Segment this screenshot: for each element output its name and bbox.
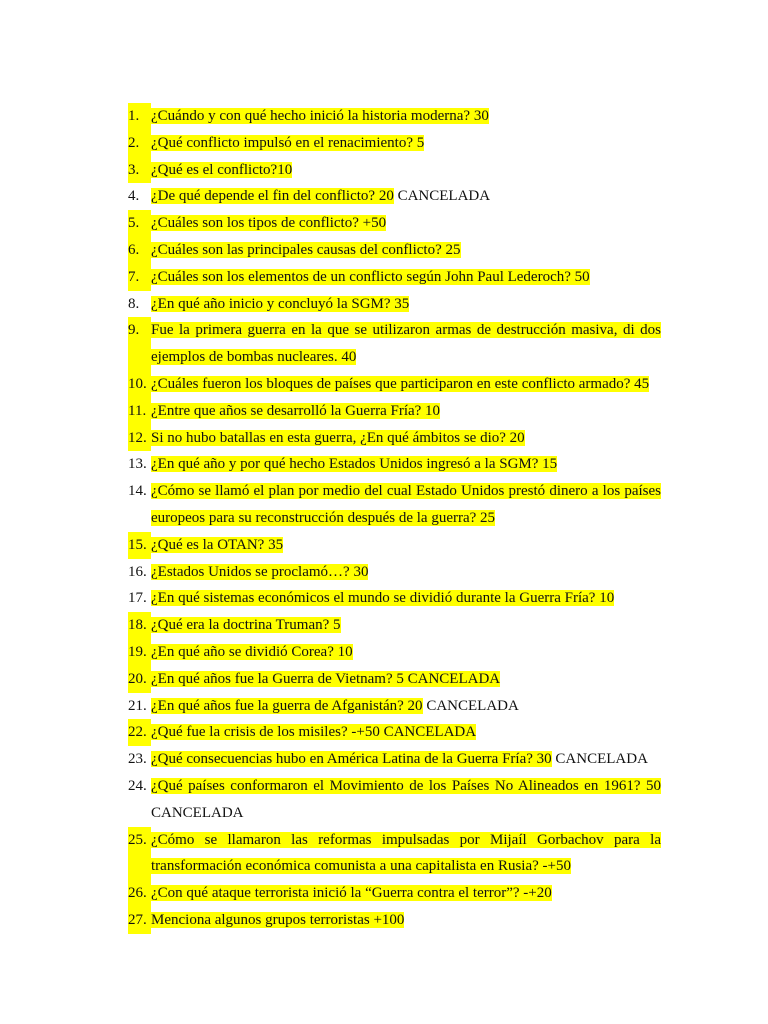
canceled-note: CANCELADA	[551, 751, 648, 768]
question-number: 8.	[128, 295, 140, 312]
question-text	[151, 451, 661, 478]
highlighted-text: ¿En qué año se dividió Corea? 10	[151, 643, 353, 660]
question-number: 7.	[128, 264, 151, 291]
highlighted-text: ¿En qué años fue la guerra de Afganistán? 20	[151, 697, 423, 714]
question-number: 25.	[128, 827, 151, 881]
highlighted-text: Si no hubo batallas en esta guerra, ¿En qué ámbitos se dio? 20	[151, 429, 525, 446]
question-text	[151, 773, 661, 827]
question-text	[151, 693, 661, 720]
question-item	[128, 291, 661, 318]
question-number: 22.	[128, 719, 151, 746]
highlighted-text: ¿En qué año y por qué hecho Estados Unidos ingresó a la SGM? 15	[151, 456, 558, 473]
question-item	[128, 880, 661, 907]
highlighted-text: ¿Entre que años se desarrolló la Guerra Fría? 10	[151, 402, 441, 419]
question-text	[151, 130, 661, 157]
question-number: 3.	[128, 157, 151, 184]
question-item	[128, 183, 661, 210]
question-number: 26.	[128, 880, 151, 907]
question-number: 5.	[128, 210, 151, 237]
canceled-note: CANCELADA	[422, 697, 519, 714]
question-text	[151, 559, 661, 586]
highlighted-text: ¿Qué era la doctrina Truman? 5	[151, 617, 341, 634]
question-item	[128, 639, 661, 666]
question-text	[151, 746, 661, 773]
question-number: 14.	[128, 483, 147, 500]
highlighted-text: ¿En qué sistemas económicos el mundo se dividió durante la Guerra Fría? 10	[151, 590, 615, 607]
question-number: 13.	[128, 456, 147, 473]
highlighted-text: ¿En qué año inicio y concluyó la SGM? 35	[151, 295, 410, 312]
question-number: 6.	[128, 237, 151, 264]
question-number: 1.	[128, 103, 151, 130]
question-item	[128, 773, 661, 827]
question-item	[128, 237, 661, 264]
question-item	[128, 210, 661, 237]
highlighted-text: ¿Cuáles son los tipos de conflicto? +50	[151, 215, 387, 232]
question-text	[151, 532, 661, 559]
question-text	[151, 666, 661, 693]
question-text	[151, 237, 661, 264]
question-number: 24.	[128, 777, 147, 794]
question-text	[151, 264, 661, 291]
question-item	[128, 719, 661, 746]
question-item	[128, 532, 661, 559]
question-number: 15.	[128, 532, 151, 559]
question-number: 18.	[128, 612, 151, 639]
question-item	[128, 746, 661, 773]
highlighted-text: ¿Cuáles son las principales causas del conflicto? 25	[151, 241, 461, 258]
question-item	[128, 103, 661, 130]
question-text	[151, 183, 661, 210]
question-number: 27.	[128, 907, 151, 934]
highlighted-text: ¿Qué países conformaron el Movimiento de los Países No Alineados en 1961? 50	[151, 777, 661, 794]
question-item	[128, 559, 661, 586]
question-text	[151, 907, 661, 934]
question-number: 10.	[128, 371, 151, 398]
question-number: 2.	[128, 130, 151, 157]
question-item	[128, 451, 661, 478]
question-text	[151, 398, 661, 425]
question-item	[128, 612, 661, 639]
highlighted-text: ¿Cómo se llamó el plan por medio del cual Estado Unidos prestó dinero a los países europeos para su reconstrucción después de la guerra? 25	[151, 483, 661, 526]
question-item	[128, 907, 661, 934]
question-number: 12.	[128, 425, 151, 452]
question-item	[128, 264, 661, 291]
question-item	[128, 693, 661, 720]
question-text	[151, 317, 661, 371]
highlighted-text: ¿Cuáles son los elementos de un conflicto según John Paul Lederoch? 50	[151, 268, 590, 285]
question-list	[128, 103, 661, 934]
question-text	[151, 425, 661, 452]
question-item	[128, 666, 661, 693]
question-number: 16.	[128, 563, 147, 580]
question-text	[151, 210, 661, 237]
highlighted-text: ¿Cómo se llamaron las reformas impulsadas por Mijaíl Gorbachov para la transformación económica comunista a una capitalista en Rusia? -+50	[151, 831, 661, 875]
question-text	[151, 371, 661, 398]
highlighted-text: ¿Qué consecuencias hubo en América Latina de la Guerra Fría? 30	[151, 751, 552, 768]
question-text	[151, 719, 661, 746]
highlighted-text: ¿Qué conflicto impulsó en el renacimiento? 5	[151, 134, 425, 151]
highlighted-text: ¿Con qué ataque terrorista inició la “Guerra contra el terror”? -+20	[151, 885, 552, 902]
question-item	[128, 827, 661, 881]
question-text	[151, 291, 661, 318]
question-text	[151, 639, 661, 666]
highlighted-text: ¿En qué años fue la Guerra de Vietnam? 5 CANCELADA	[151, 670, 501, 687]
highlighted-text: ¿Estados Unidos se proclamó…? 30	[151, 563, 369, 580]
canceled-note: CANCELADA	[393, 188, 491, 205]
highlighted-text: ¿Cuándo y con qué hecho inició la historia moderna? 30	[151, 108, 489, 124]
question-text	[151, 880, 661, 907]
question-text	[151, 612, 661, 639]
canceled-note: CANCELADA	[151, 804, 244, 821]
question-text	[151, 585, 661, 612]
question-item	[128, 398, 661, 425]
highlighted-text: ¿Qué es el conflicto?10	[151, 161, 293, 178]
highlighted-text: Fue la primera guerra en la que se utilizaron armas de destrucción masiva, di dos ejemplos de bombas nucleares. 40	[151, 322, 661, 366]
question-number: 4.	[128, 188, 140, 205]
question-number: 19.	[128, 639, 151, 666]
question-item	[128, 585, 661, 612]
question-text	[151, 478, 661, 532]
highlighted-text: ¿Qué es la OTAN? 35	[151, 536, 284, 553]
question-item	[128, 317, 661, 371]
question-number: 23.	[128, 751, 147, 768]
question-item	[128, 157, 661, 184]
question-number: 17.	[128, 590, 147, 607]
question-item	[128, 130, 661, 157]
highlighted-text: Menciona algunos grupos terroristas +100	[151, 911, 405, 928]
question-number: 11.	[128, 398, 151, 425]
question-item	[128, 478, 661, 532]
question-number: 21.	[128, 697, 147, 714]
question-item	[128, 371, 661, 398]
highlighted-text: ¿De qué depende el fin del conflicto? 20	[151, 188, 394, 205]
question-text	[151, 157, 661, 184]
highlighted-text: ¿Qué fue la crisis de los misiles? -+50 CANCELADA	[151, 724, 477, 741]
highlighted-text: ¿Cuáles fueron los bloques de países que participaron en este conflicto armado? 45	[151, 375, 650, 392]
question-item	[128, 425, 661, 452]
question-number: 9.	[128, 317, 151, 371]
question-text	[151, 103, 661, 130]
question-text	[151, 827, 661, 881]
question-number: 20.	[128, 666, 151, 693]
